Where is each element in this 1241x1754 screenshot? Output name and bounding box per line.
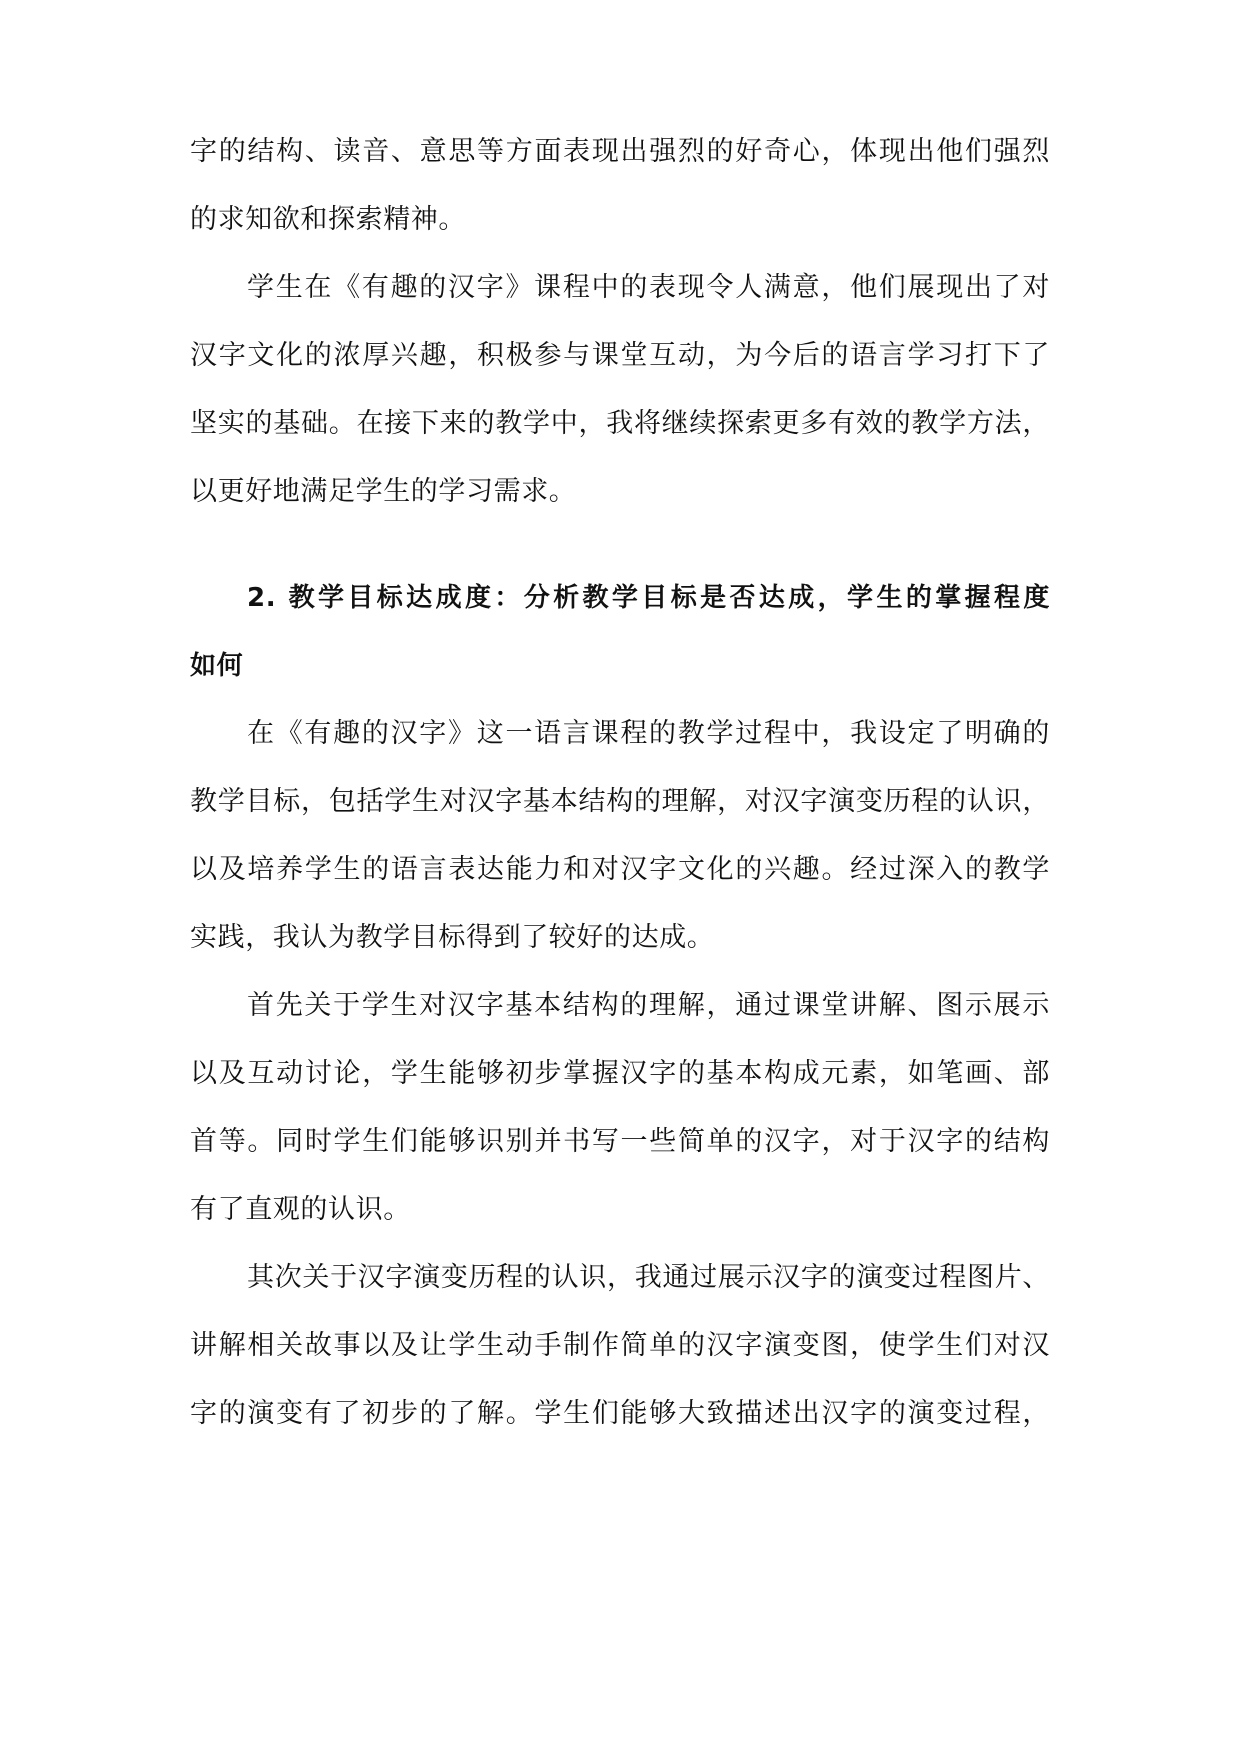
paragraph-5-line-2: 讲解相关故事以及让学生动手制作简单的汉字演变图，使学生们对汉 (190, 1330, 1050, 1361)
paragraph-2-line-3: 坚实的基础。在接下来的教学中，我将继续探索更多有效的教学方法， (190, 408, 1050, 439)
paragraph-4-line-2: 以及互动讨论，学生能够初步掌握汉字的基本构成元素，如笔画、部 (190, 1058, 1050, 1089)
paragraph-2-line-1: 学生在《有趣的汉字》课程中的表现令人满意，他们展现出了对 (247, 272, 1050, 303)
paragraph-4-line-3: 首等。同时学生们能够识别并书写一些简单的汉字，对于汉字的结构 (190, 1126, 1050, 1157)
paragraph-2-line-2: 汉字文化的浓厚兴趣，积极参与课堂互动，为今后的语言学习打下了 (190, 340, 1050, 371)
paragraph-4-line-4: 有了直观的认识。 (190, 1194, 411, 1225)
paragraph-2-line-4: 以更好地满足学生的学习需求。 (190, 476, 577, 507)
paragraph-3-line-1: 在《有趣的汉字》这一语言课程的教学过程中，我设定了明确的 (247, 718, 1050, 749)
paragraph-5-line-3: 字的演变有了初步的了解。学生们能够大致描述出汉字的演变过程， (190, 1398, 1050, 1429)
paragraph-4-line-1: 首先关于学生对汉字基本结构的理解，通过课堂讲解、图示展示 (247, 990, 1050, 1021)
paragraph-3-line-4: 实践，我认为教学目标得到了较好的达成。 (190, 922, 715, 953)
paragraph-3-line-3: 以及培养学生的语言表达能力和对汉字文化的兴趣。经过深入的教学 (190, 854, 1050, 885)
paragraph-1-line-1: 字的结构、读音、意思等方面表现出强烈的好奇心，体现出他们强烈 (190, 136, 1050, 167)
section-heading-line-2: 如何 (190, 651, 244, 681)
section-heading-line-1: 2. 教学目标达成度：分析教学目标是否达成，学生的掌握程度 (247, 583, 1050, 613)
paragraph-5-line-1: 其次关于汉字演变历程的认识，我通过展示汉字的演变过程图片、 (247, 1262, 1050, 1293)
paragraph-3-line-2: 教学目标，包括学生对汉字基本结构的理解，对汉字演变历程的认识， (190, 786, 1050, 817)
paragraph-1-line-2: 的求知欲和探索精神。 (190, 204, 466, 235)
